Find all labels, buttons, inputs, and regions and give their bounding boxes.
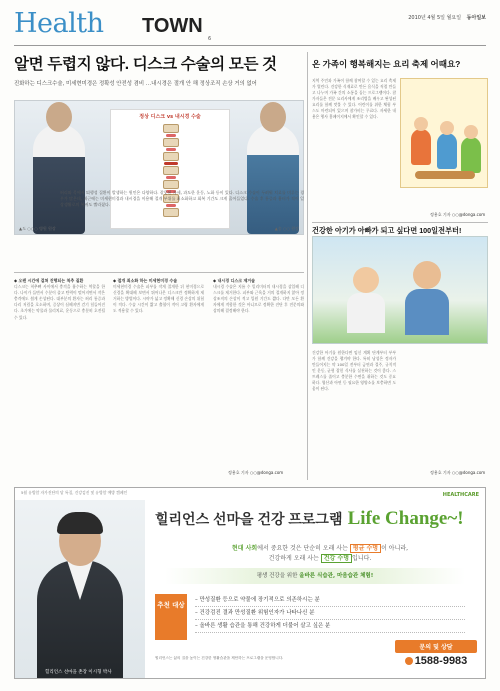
paper-name: 동아일보 xyxy=(466,15,486,21)
recommend-list xyxy=(195,594,465,633)
spine-label: 정상 디스크 vs 내시경 수술 xyxy=(139,114,201,120)
contact-box[interactable] xyxy=(395,640,477,667)
caption-right: ▲송 ○○ 원장 xyxy=(274,226,299,231)
ad-band xyxy=(165,568,465,584)
spine-illustration xyxy=(110,109,230,229)
right-article-1 xyxy=(312,58,488,70)
lead-columns xyxy=(14,278,304,478)
ad-lead-text: 에서 중요한 것은 단순히 오래 사는 xyxy=(257,545,350,552)
lead-title: 알면 두렵지 않다. 디스크 수술의 모든 것 xyxy=(14,56,277,73)
ad-top-label: 5월 유방암 자가진단의 달 특집, 건강검진 및 유방암 예방 캠페인 xyxy=(21,490,128,495)
doctor-left-figure xyxy=(33,124,85,234)
section-number: 6 xyxy=(208,36,212,42)
ad-headline-1: 힐리언스 선마을 건강 프로그램 xyxy=(155,511,343,527)
contact-label: 문의 및 상담 xyxy=(395,640,477,653)
contact-phone[interactable] xyxy=(395,655,477,667)
logo-health: Health xyxy=(14,8,104,39)
date-text: 2010년 4월 5일 월요일 xyxy=(408,15,462,21)
right-article-2 xyxy=(312,226,488,236)
column-1-head: ◆ 오랜 시간에 걸쳐 진행되는 척추 질환 xyxy=(14,278,84,283)
family-photo xyxy=(312,236,488,344)
ad-lead-box: 평균 수명 xyxy=(350,544,381,553)
ad-spokesperson-photo xyxy=(15,500,145,679)
cooking-illustration xyxy=(400,78,488,188)
logo-town: TOWN xyxy=(142,15,203,37)
list-item: – 올바른 생활 습관을 통해 건강하게 더불어 살고 싶은 분 xyxy=(195,620,465,633)
ad-lead-text: 건강하게 오래 사는 xyxy=(268,555,321,562)
ad-band-text: 평생 건강을 위한 xyxy=(256,573,300,579)
column-1-text: 디스크는 척추뼈 사이에서 충격을 흡수하는 역할을 한다. 나이가 들면서 수분이 줄고 탄력이 떨어지면서 작은 충격에도 쉽게 손상된다. 대부분의 환자는 허리 통증과 다리 저림을 호소하며, 증상이 심해지면 걷기 힘들어진다. 초기에는 약물과 물리치료, 운동으로 충분히 호전될 수 있다. xyxy=(14,284,105,320)
phone-icon xyxy=(405,657,413,665)
ad-headline-2: Life Change~! xyxy=(347,508,464,529)
divider xyxy=(312,222,488,223)
right-1-text: 지역 주민과 가족이 함께 참여할 수 있는 요리 축제가 열린다. 건강한 식재료로 만든 음식을 직접 만들고 나누며 가족 간의 소통을 돕는 프로그램이다. 참가자들은 전문 요리사에게 조리법을 배우고 완성된 요리를 함께 맛볼 수 있다. 어린이를 위한 체험 부스도 마련되어 있으며 참가비는 무료다. 자세한 내용은 행사 홈페이지에서 확인할 수 있다. xyxy=(312,78,396,119)
right-2-title: 건강한 아기가 아빠가 되고 싶다면 100일전부터! xyxy=(312,226,462,235)
ad-brand: HEALTHCARE xyxy=(442,492,479,498)
column-divider xyxy=(307,52,308,480)
lead-subtitle: 진화하는 디스크수술, 미세현미경은 정확성 안전성 겸비 …내시경은 절개 안 해 정상조직 손상 거의 없어 xyxy=(14,81,257,87)
ad-lead xyxy=(195,544,445,564)
right-2-text-cont xyxy=(402,350,488,460)
column-3-text: 내시경 수술은 지름 수 밀리미터의 내시경을 삽입해 디스크를 제거한다. 피부와 근육을 거의 절개하지 않아 정상조직의 손상이 적고 입원 기간도 짧다. 다만 모든 환자에게 적합한 것은 아니므로 정확한 진단 후 전문의와 상의해 결정해야 한다. xyxy=(213,284,304,314)
list-item: – 만성질환 등으로 약물에 장기적으로 의존하시는 분 xyxy=(195,594,465,607)
ad-lead-box: 건강 수명 xyxy=(321,554,352,563)
advertisement xyxy=(14,487,486,679)
phone-number: 1588-9983 xyxy=(414,655,468,667)
column-2 xyxy=(113,278,204,478)
right-1-byline: 정용호 기자 ○○@donga.com xyxy=(430,212,486,217)
list-item: – 건강검진 결과 만성질환 위험인자가 나타나신 분 xyxy=(195,607,465,620)
ad-lead-highlight: 현대 사회 xyxy=(231,545,258,552)
ad-headline xyxy=(155,508,464,530)
right-2-text: 건강한 아기를 원한다면 임신 계획 단계부터 부부가 함께 건강을 챙겨야 한다. 특히 남성은 정자가 만들어지는 약 100일 전부터 금연과 절주, 규칙적인 운동, 균형 잡힌 식사를 실천하는 것이 좋다. 스트레스를 줄이고 충분한 수면을 취하는 것도 중요하다. 엽산과 아연 등 필요한 영양소를 보충하면 도움이 된다. xyxy=(312,350,396,391)
lead-body: 허리와 목에서 퇴행성 질환이 발생하는 원인은 다양하다. 잘못된 자세, 과도한 운동, 노화 등이 있다. 디스크 수술이 두려워 치료를 미루는 경우가 많은데, 최근에는 미세현미경과 내시경을 이용해 절개 부위를 최소화하고 회복 기간도 크게 줄어들었다. 수술 후 통증과 흉터가 적어 일상생활로의 복귀도 빨라졌다. xyxy=(60,190,304,208)
lead-photo xyxy=(14,100,304,235)
column-3 xyxy=(213,278,304,478)
right-1-title: 온 가족이 행복해지는 요리 축제 어때요? xyxy=(312,59,461,69)
ad-band-highlight: 올바른 식습관, 마음습관 체험! xyxy=(299,573,374,579)
ad-footnote: 힐리언스는 삶의 질을 높이는 건강한 생활습관을 제안하는 프로그램을 운영합니다. xyxy=(155,656,284,660)
ad-caption: 힐리언스 선마을 촌장 이시형 박사 xyxy=(45,670,112,675)
column-1 xyxy=(14,278,105,478)
lead-byline: 정용호 기자 ○○@donga.com xyxy=(228,470,284,475)
column-2-head: ◆ 절개 최소화 하는 미세현미경 수술 xyxy=(113,278,178,283)
caption-left: ▲도 ○○○ 병원 원장 xyxy=(19,226,56,231)
recommend-badge: 추천 대상 xyxy=(155,594,187,640)
ad-lead-text: 입니다. xyxy=(352,555,372,562)
ad-lead-text: 이 아니라, xyxy=(381,545,409,552)
column-2-text: 미세현미경 수술은 피부를 작게 절개한 뒤 현미경으로 신경을 확대해 보면서 튀어나온 디스크만 정확하게 제거하는 방법이다. 시야가 넓고 정확해 신경 손상의 위험이 적다. 수술 시간이 짧고 출혈이 적어 고령 환자에게도 적용할 수 있다. xyxy=(113,284,204,314)
masthead xyxy=(14,6,486,46)
column-3-head: ◆ 내시경 디스크 제거술 xyxy=(213,278,256,283)
doctor-right-figure xyxy=(247,124,299,234)
issue-date xyxy=(408,14,486,21)
right-2-byline: 정용호 기자 ○○@donga.com xyxy=(430,470,486,475)
divider xyxy=(14,272,304,273)
